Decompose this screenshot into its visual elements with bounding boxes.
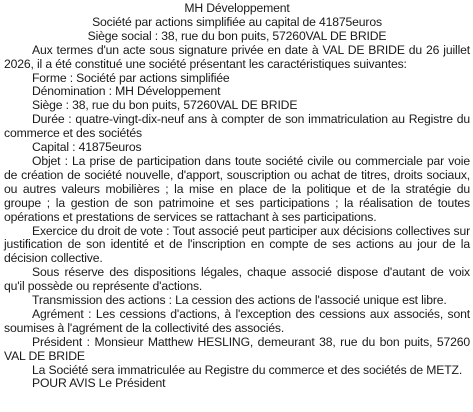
denomination-line: Dénomination : MH Développement [32,84,221,99]
immatriculation-line: La Société sera immatriculée au Registre du commerce et des sociétés de METZ. [32,362,463,377]
duree-paragraph: Durée : quatre-vingt-dix-neuf ans à compter de son immatriculation au Registre du commerce et des sociétés [4,112,470,141]
forme-line: Forme : Société par actions simplifiée [32,70,230,85]
company-name: MH Développement [184,1,290,15]
signature-line: POUR AVIS Le Président [32,376,166,391]
president-paragraph: Président : Monsieur Matthew HESLING, demeurant 38, rue du bon puits, 57260 VAL DE BRIDE [4,334,470,363]
capital-line: Capital : 41875euros [32,140,142,155]
agrement-paragraph: Agrément : Les cessions d'actions, à l'exception des cessions aux associés, sont soumises à l'agrément de la collectivité des associés. [4,306,470,335]
head-office: Siège social : 38, rue du bon puits, 57260VAL DE BRIDE [87,28,387,43]
objet-paragraph: Objet : La prise de participation dans toute société civile ou commerciale par voie de création de société nouvelle, d'apport, souscription ou achat de titres, droits sociaux, ou autres valeurs mobilières ; la mise en place de la politique et de la stratégie du groupe ; la gestion de son patrimoine et ses participations ; la réalisation de toutes opérations et prestations de services se rattachant à ses participations. [4,153,470,224]
transmission-line: Transmission des actions : La cession des actions de l'associé unique est libre. [32,293,447,308]
siege-line: Siège : 38, rue du bon puits, 57260VAL DE BRIDE [32,98,298,113]
company-form-capital: Société par actions simplifiée au capital de 41875euros [92,14,382,29]
intro-paragraph: Aux termes d'un acte sous signature privée en date à VAL DE BRIDE du 26 juillet 2026, il a été constitué une société présentant les caractéristiques suivantes: [4,42,470,71]
reserve-paragraph: Sous réserve des dispositions légales, chaque associé dispose d'autant de voix qu'il possède ou représente d'actions. [4,265,470,294]
droit-vote-paragraph: Exercice du droit de vote : Tout associé peut participer aux décisions collectives sur justification de son identité et de l'inscription en compte de ses actions au jour de la décision collective. [4,223,470,266]
